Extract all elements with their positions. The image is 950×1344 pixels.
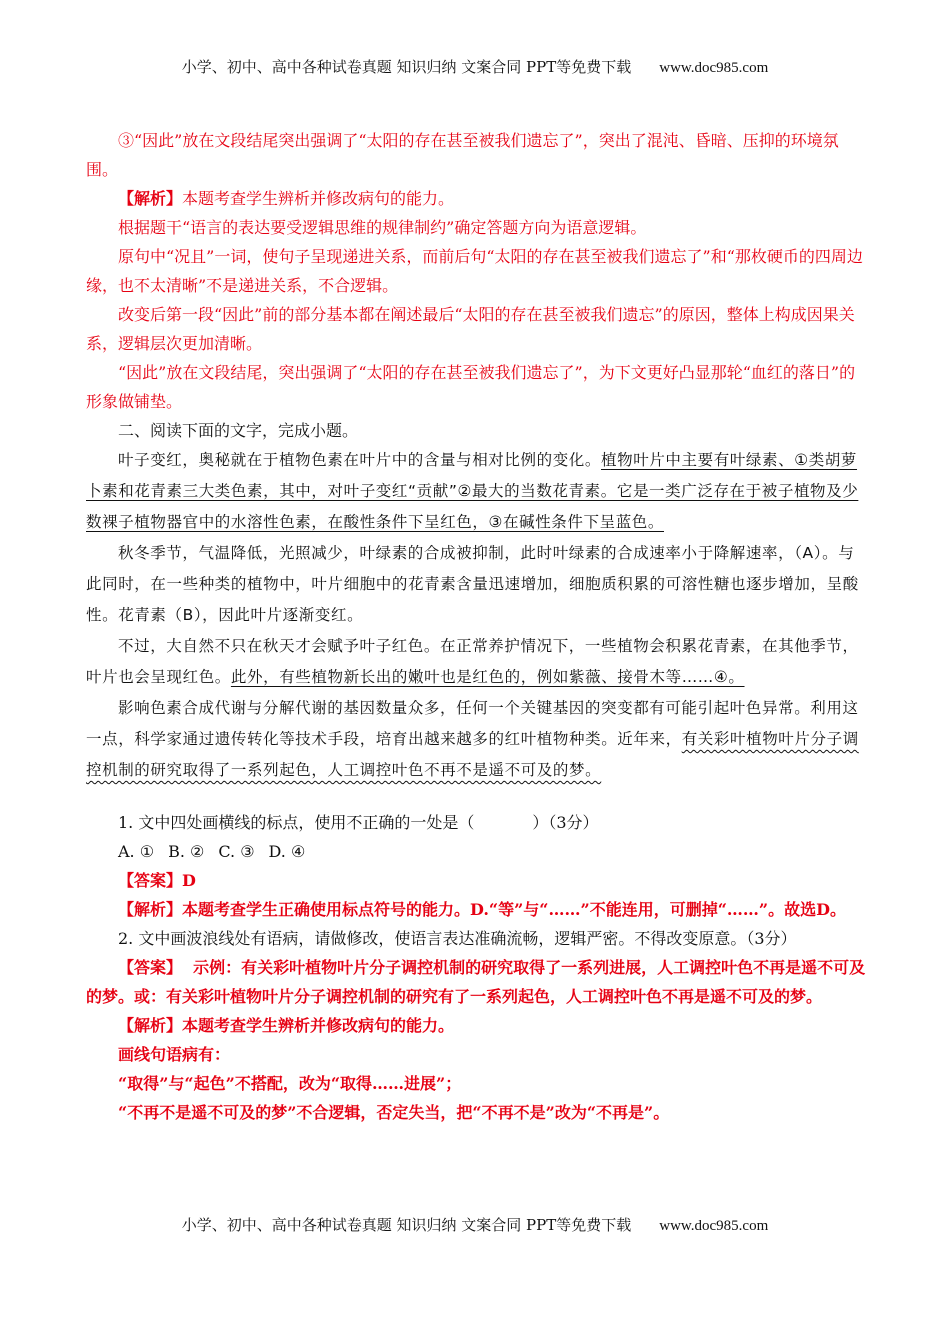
passage-para3-a: 不过，大自然不只在秋天才会赋予叶子红色。在正常养护情况下，一些植物会积累花青素，在其他季节，叶片也会呈现红色。 bbox=[86, 637, 859, 686]
passage-para4-a: 影响色素合成代谢与分解代谢的基因数量众多，任何一个关键基因的突变都有可能引起叶色异常。利用这一点，科学家通过遗传转化等技术手段，培育出越来越多的红叶植物种类。近年来， bbox=[86, 699, 859, 748]
document-body bbox=[86, 126, 866, 1127]
analysis-text: 本题考查学生辨析并修改病句的能力。 bbox=[182, 189, 455, 208]
passage-para3 bbox=[86, 631, 866, 693]
passage-para1-a: 叶子变红，奥秘就在于植物色素在叶片中的含量与相对比例的变化。 bbox=[118, 451, 602, 469]
passage-para4 bbox=[86, 693, 866, 786]
q1-analysis-text: 本题考查学生正确使用标点符号的能力。D.“等”与“……”不能连用，可删掉“……”。故选D。 bbox=[182, 900, 846, 919]
q1-stem-a: 1. 文中四处画横线的标点，使用不正确的一处是（ bbox=[118, 813, 475, 832]
q2-analysis-tag: 【解析】 bbox=[118, 1016, 183, 1035]
part1-point3: ③“因此”放在文段结尾突出强调了“太阳的存在甚至被我们遗忘了”，突出了混沌、昏暗、压抑的环境氛围。 bbox=[86, 131, 839, 179]
page-header bbox=[0, 56, 950, 77]
q1-option-c: C. ③ bbox=[218, 842, 255, 861]
q1-option-a: A. ① bbox=[118, 842, 155, 861]
header-url[interactable]: www.doc985.com bbox=[659, 60, 769, 76]
q2-analysis bbox=[86, 1011, 866, 1040]
analysis-tag: 【解析】 bbox=[118, 189, 183, 208]
q1-answer bbox=[86, 866, 866, 895]
passage-para1 bbox=[86, 445, 866, 538]
q2-answer-tag: 【答案】 bbox=[118, 958, 183, 977]
passage-para1-underlined: 植物叶片中主要有叶绿素、①类胡萝卜素和花青素三大类色素，其中，对叶子变红“贡献”②最大的当数花青素。它是一类广泛存在于被子植物及少数裸子植物器官中的水溶性色素，在酸性条件下呈红色，③在碱性条件下呈蓝色。 bbox=[86, 451, 859, 531]
part1-para3: 根据题干“语言的表达要受逻辑思维的规律制约”确定答题方向为语意逻辑。 bbox=[118, 218, 647, 237]
section2-heading: 二、阅读下面的文字，完成小题。 bbox=[118, 421, 359, 440]
q1-option-d: D. ④ bbox=[268, 842, 306, 861]
q1-analysis bbox=[86, 895, 866, 924]
footer-url[interactable]: www.doc985.com bbox=[659, 1218, 769, 1234]
part1-para4: 原句中“况且”一词，使句子呈现递进关系，而前后句“太阳的存在甚至被我们遗忘了”和“那枚硬币的四周边缘，也不太清晰”不是递进关系，不合逻辑。 bbox=[86, 247, 863, 295]
footer-text: 小学、初中、高中各种试卷真题 知识归纳 文案合同 PPT等免费下载 bbox=[181, 1216, 632, 1234]
q1-answer-tag: 【答案】 bbox=[118, 871, 183, 890]
part1-analysis bbox=[86, 184, 866, 213]
q2-analysis-text: 本题考查学生辨析并修改病句的能力。 bbox=[182, 1016, 455, 1035]
q2-answer bbox=[86, 953, 866, 1011]
q1-options bbox=[86, 837, 866, 866]
q2-stem: 2. 文中画波浪线处有语病，请做修改，使语言表达准确流畅，逻辑严密。不得改变原意。（3分） bbox=[118, 929, 797, 948]
q1-option-b: B. ② bbox=[168, 842, 205, 861]
q2-line3: “不再不是遥不可及的梦”不合逻辑，否定失当，把“不再不是”改为“不再是”。 bbox=[118, 1103, 670, 1122]
q1-answer-value: D bbox=[182, 871, 196, 890]
q2-answer-text: 示例：有关彩叶植物叶片分子调控机制的研究取得了一系列进展，人工调控叶色不再是遥不可及的梦。或：有关彩叶植物叶片分子调控机制的研究有了一系列起色，人工调控叶色不再是遥不可及的梦。 bbox=[86, 958, 866, 1006]
q1-stem bbox=[86, 808, 866, 837]
q1-analysis-tag: 【解析】 bbox=[118, 900, 183, 919]
passage-para3-underlined: 此外，有些植物新长出的嫩叶也是红色的，例如紫薇、接骨木等……④。 bbox=[230, 668, 745, 686]
passage-para4-wavy: 有关彩叶植物叶片分子调控机制的研究取得了一系列起色，人工调控叶色不再不是遥不可及的梦。 bbox=[86, 730, 859, 779]
q2-line2: “取得”与“起色”不搭配，改为“取得……进展”； bbox=[118, 1074, 462, 1093]
part1-para6: “因此”放在文段结尾，突出强调了“太阳的存在甚至被我们遗忘了”，为下文更好凸显那轮“血红的落日”的形象做铺垫。 bbox=[86, 363, 856, 411]
passage-para2: 秋冬季节，气温降低，光照减少，叶绿素的合成被抑制，此时叶绿素的合成速率小于降解速率，（A）。与此同时，在一些种类的植物中，叶片细胞中的花青素含量迅速增加，细胞质积累的可溶性糖也逐步增加，呈酸性。花青素（B），因此叶片逐渐变红。 bbox=[86, 544, 859, 624]
q1-stem-b: ）（3分） bbox=[532, 813, 599, 832]
header-text: 小学、初中、高中各种试卷真题 知识归纳 文案合同 PPT等免费下载 bbox=[181, 58, 632, 76]
page-footer bbox=[0, 1214, 950, 1235]
q2-line1: 画线句语病有： bbox=[118, 1045, 231, 1064]
part1-para5: 改变后第一段“因此”前的部分基本都在阐述最后“太阳的存在甚至被我们遗忘”的原因，整体上构成因果关系，逻辑层次更加清晰。 bbox=[86, 305, 855, 353]
